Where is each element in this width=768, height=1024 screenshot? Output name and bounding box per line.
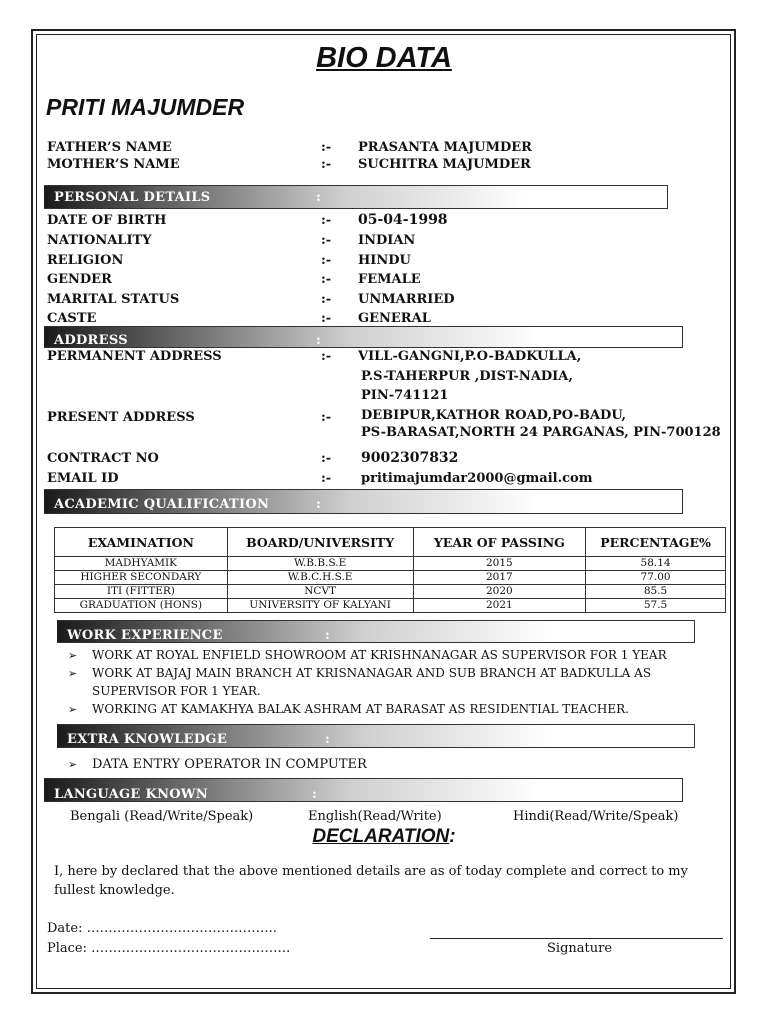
work-item-text: WORK AT ROYAL ENFIELD SHOWROOM AT KRISHNANAGAR AS SUPERVISOR FOR 1 YEAR	[92, 648, 667, 662]
religion-value: HINDU	[358, 253, 411, 268]
table-cell: HIGHER SECONDARY	[55, 571, 228, 585]
extra-knowledge-colon: :	[325, 732, 330, 747]
academic-qualification-header	[44, 489, 683, 514]
contact-number-value: 9002307832	[361, 450, 459, 466]
column-header-board-university: BOARD/UNIVERSITY	[227, 528, 413, 557]
table-cell: NCVT	[227, 585, 413, 599]
father-name-separator: :-	[321, 140, 332, 155]
extra-knowledge-header	[57, 724, 695, 748]
personal-details-colon: :	[316, 190, 321, 205]
religion-separator: :-	[321, 253, 332, 268]
date-field: Date: ……………………………………..	[47, 921, 277, 936]
table-cell: ITI (FITTER)	[55, 585, 228, 599]
email-separator: :-	[321, 471, 332, 486]
table-cell: 2020	[413, 585, 586, 599]
marital-status-separator: :-	[321, 292, 332, 307]
language-english: English(Read/Write)	[308, 809, 442, 824]
mother-name-separator: :-	[321, 157, 332, 172]
work-experience-header	[57, 620, 695, 643]
place-field: Place: ……………………………………….	[47, 941, 291, 956]
list-item	[68, 702, 629, 716]
table-cell: 57.5	[586, 599, 726, 613]
contact-number-label: CONTRACT NO	[47, 451, 159, 466]
academic-table-header-row	[55, 528, 726, 557]
email-label: EMAIL ID	[47, 471, 119, 486]
permanent-address-line-3: PIN-741121	[361, 388, 449, 403]
table-cell: 77.00	[586, 571, 726, 585]
present-address-label: PRESENT ADDRESS	[47, 410, 195, 425]
work-experience-title: WORK EXPERIENCE	[67, 628, 223, 643]
academic-qualification-title: ACADEMIC QUALIFICATION	[54, 497, 270, 512]
gender-value: FEMALE	[358, 272, 421, 287]
contact-number-separator: :-	[321, 451, 332, 466]
table-cell: W.B.B.S.E	[227, 557, 413, 571]
marital-status-label: MARITAL STATUS	[47, 292, 180, 307]
language-known-header	[44, 778, 683, 802]
address-colon: :	[316, 333, 321, 348]
personal-details-title: PERSONAL DETAILS	[54, 190, 211, 205]
table-cell: UNIVERSITY OF KALYANI	[227, 599, 413, 613]
signature-label: Signature	[547, 941, 613, 956]
column-header-examination: EXAMINATION	[55, 528, 228, 557]
permanent-address-separator: :-	[321, 349, 332, 364]
present-address-line-2: PS-BARASAT,NORTH 24 PARGANAS, PIN-700128	[361, 425, 721, 440]
document-title: BIO DATA	[316, 42, 452, 74]
arrow-bullet-icon: ➢	[68, 703, 78, 716]
column-header-percentage: PERCENTAGE%	[586, 528, 726, 557]
list-item	[68, 666, 651, 680]
mother-name-label: MOTHER’S NAME	[47, 157, 180, 172]
table-cell: 2017	[413, 571, 586, 585]
table-cell: 2015	[413, 557, 586, 571]
arrow-bullet-icon: ➢	[68, 649, 78, 662]
arrow-bullet-icon: ➢	[68, 667, 78, 680]
dob-label: DATE OF BIRTH	[47, 213, 167, 228]
work-item-text: WORKING AT KAMAKHYA BALAK ASHRAM AT BARASAT AS RESIDENTIAL TEACHER.	[92, 702, 629, 716]
list-item	[68, 757, 367, 772]
present-address-separator: :-	[321, 410, 332, 425]
extra-knowledge-title: EXTRA KNOWLEDGE	[67, 732, 228, 747]
table-row	[55, 585, 726, 599]
table-cell: MADHYAMIK	[55, 557, 228, 571]
language-known-title: LANGUAGE KNOWN	[54, 787, 208, 802]
arrow-bullet-icon: ➢	[68, 758, 78, 771]
personal-details-header	[44, 185, 668, 209]
present-address-line-1: DEBIPUR,KATHOR ROAD,PO-BADU,	[361, 408, 626, 423]
declaration-heading: DECLARATION:	[312, 826, 456, 847]
caste-separator: :-	[321, 311, 332, 326]
table-cell: 2021	[413, 599, 586, 613]
email-value: pritimajumdar2000@gmail.com	[361, 471, 593, 486]
column-header-year-of-passing: YEAR OF PASSING	[413, 528, 586, 557]
permanent-address-line-2: P.S-TAHERPUR ,DIST-NADIA,	[361, 369, 573, 384]
table-cell: 58.14	[586, 557, 726, 571]
dob-value: 05-04-1998	[358, 212, 448, 228]
dob-separator: :-	[321, 213, 332, 228]
marital-status-value: UNMARRIED	[358, 292, 455, 307]
caste-label: CASTE	[47, 311, 97, 326]
gender-separator: :-	[321, 272, 332, 287]
table-cell: W.B.C.H.S.E	[227, 571, 413, 585]
language-hindi: Hindi(Read/Write/Speak)	[513, 809, 679, 824]
work-item-text: WORK AT BAJAJ MAIN BRANCH AT KRISNANAGAR AND SUB BRANCH AT BADKULLA AS	[92, 666, 652, 680]
table-row	[55, 571, 726, 585]
mother-name-value: SUCHITRA MAJUMDER	[358, 157, 531, 172]
religion-label: RELIGION	[47, 253, 124, 268]
academic-table	[54, 527, 726, 613]
table-cell: 85.5	[586, 585, 726, 599]
table-row	[55, 557, 726, 571]
father-name-label: FATHER’S NAME	[47, 140, 172, 155]
father-name-value: PRASANTA MAJUMDER	[358, 140, 532, 155]
language-bengali: Bengali (Read/Write/Speak)	[70, 809, 254, 824]
declaration-text: I, here by declared that the above mentioned details are as of today complete and correct to my fullest knowledge.	[54, 864, 688, 898]
language-known-colon: :	[312, 787, 317, 802]
permanent-address-label: PERMANENT ADDRESS	[47, 349, 222, 364]
table-row	[55, 599, 726, 613]
candidate-name: PRITI MAJUMDER	[46, 94, 245, 120]
address-header	[44, 326, 683, 348]
nationality-label: NATIONALITY	[47, 233, 152, 248]
permanent-address-line-1: VILL-GANGNI,P.O-BADKULLA,	[358, 349, 582, 364]
nationality-value: INDIAN	[358, 233, 416, 248]
table-cell: GRADUATION (HONS)	[55, 599, 228, 613]
extra-knowledge-item: DATA ENTRY OPERATOR IN COMPUTER	[92, 757, 367, 772]
list-item	[68, 648, 667, 662]
nationality-separator: :-	[321, 233, 332, 248]
academic-qualification-colon: :	[316, 497, 321, 512]
gender-label: GENDER	[47, 272, 112, 287]
address-title: ADDRESS	[54, 333, 128, 348]
work-experience-colon: :	[325, 628, 330, 643]
signature-line	[430, 938, 723, 939]
caste-value: GENERAL	[358, 311, 431, 326]
work-item-text-continued: SUPERVISOR FOR 1 YEAR.	[92, 684, 261, 698]
